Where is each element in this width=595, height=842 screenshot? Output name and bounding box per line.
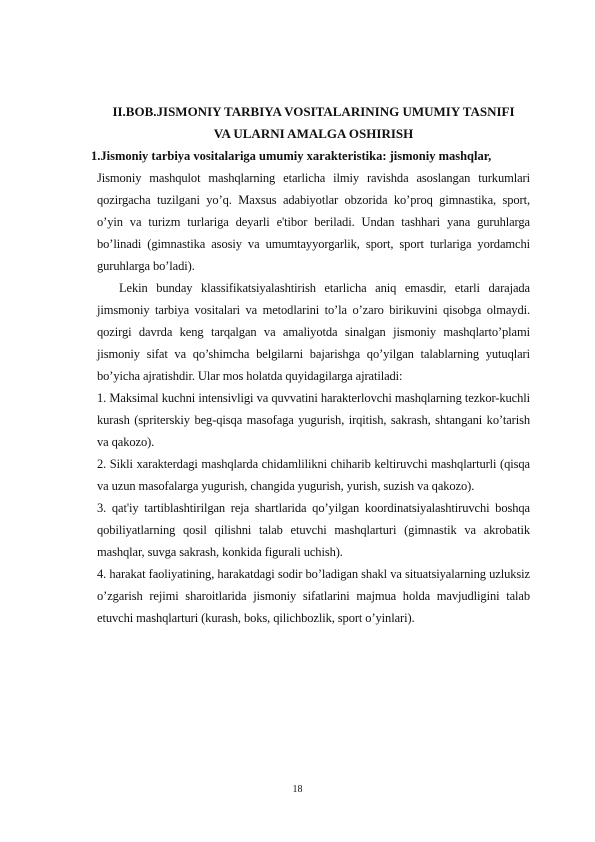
page-content [91, 101, 530, 629]
list-item-2: 2. Sikli xarakterdagi mashqlarda chidamlilikni chiharib keltiruvchi mashqlarturli (qisqa va uzun masofalarga yugurish, changida yugurish, yurish, suzish va qakozo). [97, 457, 530, 493]
paragraph-classification: Lekin bunday klassifikatsiyalashtirish etarlicha aniq emasdir, etarli darajada jimsmoniy tarbiya vositalari va metodlarini to’la o’zaro birikuvini qisobga olmaydi. qozirgi davrda keng tarqalgan va amaliyotda sinalgan jismoniy mashqlarto’plami jismoniy sifat va qo’shimcha belgilarni bajarishga qo’yilgan talablarning yutuqlari bo’yicha ajratishdir. Ular mos holatda quyidagilarga ajratiladi: [97, 281, 530, 383]
list-item-1: 1. Maksimal kuchni intensivligi va quvvatini harakterlovchi mashqlarning tezkor-kuchli kurash (spriterskiy beg-qisqa masofaga yugurish, irqitish, sakrash, shtangani ko’tarish va qakozo). [97, 391, 530, 449]
list-item-3: 3. qat'iy tartiblashtirilgan reja shartlarida qo’yilgan koordinatsiyalashtiruvchi boshqa qobiliyatlarning qosil qilishni talab etuvchi mashqlarturi (gimnastik va akrobatik mashqlar, suvga sakrash, konkida figurali uchish). [97, 501, 530, 559]
section-title: 1.Jismoniy tarbiya vositalariga umumiy xarakteristika: jismoniy mashqlar, [91, 149, 492, 163]
page-number: 18 [292, 784, 303, 795]
list-item-4: 4. harakat faoliyatining, harakatdagi sodir bo’ladigan shakl va situatsiyalarning uzluksiz o’zgarish rejimi sharoitlarida jismoniy sifatlarini majmua holda mavjudligini talab etuvchi mashqlarturi (kurash, boks, qilichbozlik, sport o’yinlari). [97, 567, 530, 625]
paragraph-intro: Jismoniy mashqulot mashqlarning etarlicha ilmiy ravishda asoslangan turkumlari qozirgacha tuzilgani yo’q. Maxsus adabiyotlar obzorida ko’proq gimnastika, sport, o’yin va turizm turlariga deyarli e'tibor beriladi. Undan tashhari yana guruhlarga bo’linadi (gimnastika asosiy va umumtayyorgarlik, sport, sport turlariga yordamchi guruhlarga bo’ladi). [97, 171, 530, 273]
chapter-title-line-2: VA ULARNI AMALGA OSHIRISH [213, 126, 414, 141]
chapter-title-line-1: II.BOB.JISMONIY TARBIYA VOSITALARINING UMUMIY TASNIFI [112, 104, 515, 119]
